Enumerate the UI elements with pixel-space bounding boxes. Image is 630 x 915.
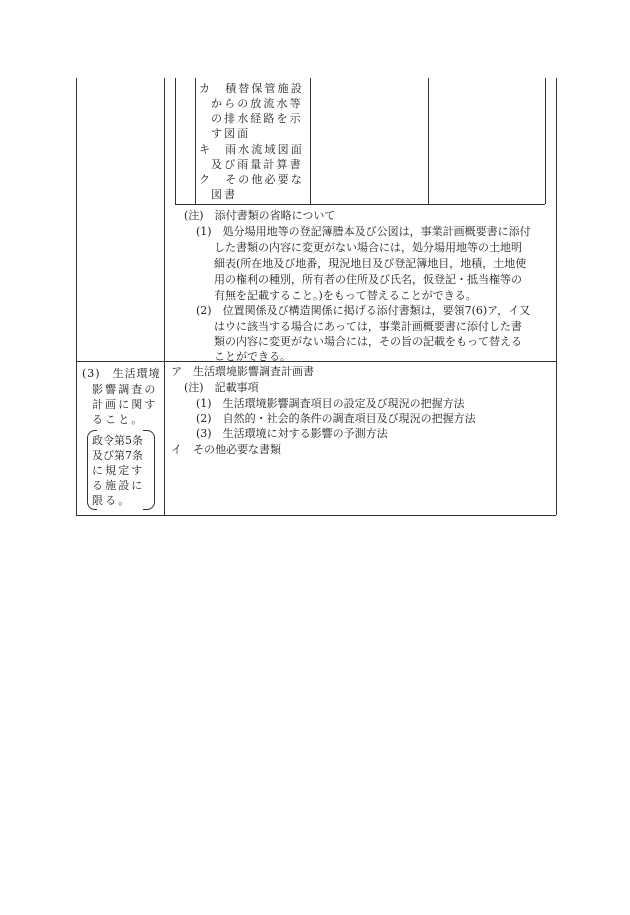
item-ku-line: 図書 [211, 188, 238, 201]
env-survey-sub-heading: (注) 記載事項 [184, 381, 259, 394]
table-bottom-border [76, 515, 556, 516]
note-1-line: (1) 処分場用地等の登記簿謄本及び公図は，事業計画概要書に添付 [196, 225, 531, 238]
note-1-line: 細表(所在地及び地番，現況地目及び登記簿地目，地積，土地使 [214, 257, 527, 270]
inner-table-right-border [545, 78, 546, 204]
inner-table-left-border [175, 78, 176, 204]
env-survey-title: ア 生活環境影響調査計画書 [171, 365, 314, 378]
env-survey-item: (1) 生活環境影響調査項目の設定及び現況の把握方法 [196, 397, 465, 410]
note-2-line: ことができる。 [214, 350, 291, 363]
item-3-line: ること。 [92, 413, 145, 426]
note-1-line: 有無を記載すること。)をもって替えることができる。 [214, 289, 477, 302]
item-ka-line: カ 積替保管施設 [199, 82, 304, 95]
column-divider [164, 78, 165, 515]
bracket-mask-top [97, 429, 143, 432]
inner-table-divider [310, 78, 311, 204]
note-1-line: した書類の内容に変更がない場合には，処分場用地等の土地明 [214, 241, 522, 254]
env-survey-other: イ その他必要な書類 [171, 443, 281, 456]
item-ka-line: す図面 [211, 127, 251, 140]
item-ka-line: からの放流水等 [211, 97, 303, 110]
inner-table-divider [428, 78, 429, 204]
item-3-line: 計画に関す [92, 398, 158, 411]
inner-table-divider [195, 78, 196, 204]
note-2-line: 類の内容に変更がない場合には，その旨の記載をもって替える [214, 335, 522, 348]
item-ki-line: キ 雨水流域図面 [199, 143, 304, 156]
bracket-line: 限る。 [92, 494, 132, 507]
row-divider [76, 361, 556, 362]
bracket-line: に規定す [92, 464, 145, 477]
note-2-line: (2) 位置関係及び構造関係に掲げる添付書類は，要領7(6)ア，イ又 [196, 304, 531, 317]
bracket-line: 及び第7条 [92, 449, 143, 462]
table-right-border [556, 78, 557, 515]
inner-table-bottom-border [175, 204, 545, 205]
item-ka-line: の排水経路を示 [211, 112, 303, 125]
item-ku-line: ク その他必要な [199, 173, 304, 186]
env-survey-item: (3) 生活環境に対する影響の予測方法 [196, 427, 388, 440]
env-survey-item: (2) 自然的・社会的条件の調査項目及び現況の把握方法 [196, 412, 476, 425]
note-1-line: 用の権利の種別，所有者の住所及び氏名，仮登記・抵当権等の [214, 273, 522, 286]
table-left-border [76, 78, 77, 515]
bracket-line: 政令第5条 [92, 434, 143, 447]
item-3-line: (3) 生活環境 [82, 367, 161, 380]
item-ki-line: 及び雨量計算書 [211, 158, 303, 171]
bracket-line: る施設に [92, 479, 145, 492]
notes-heading: (注) 添付書類の省略について [184, 209, 336, 222]
note-2-line: はウに該当する場合にあっては，事業計画概要書に添付した書 [214, 320, 522, 333]
item-3-line: 影響調査の [92, 383, 158, 396]
